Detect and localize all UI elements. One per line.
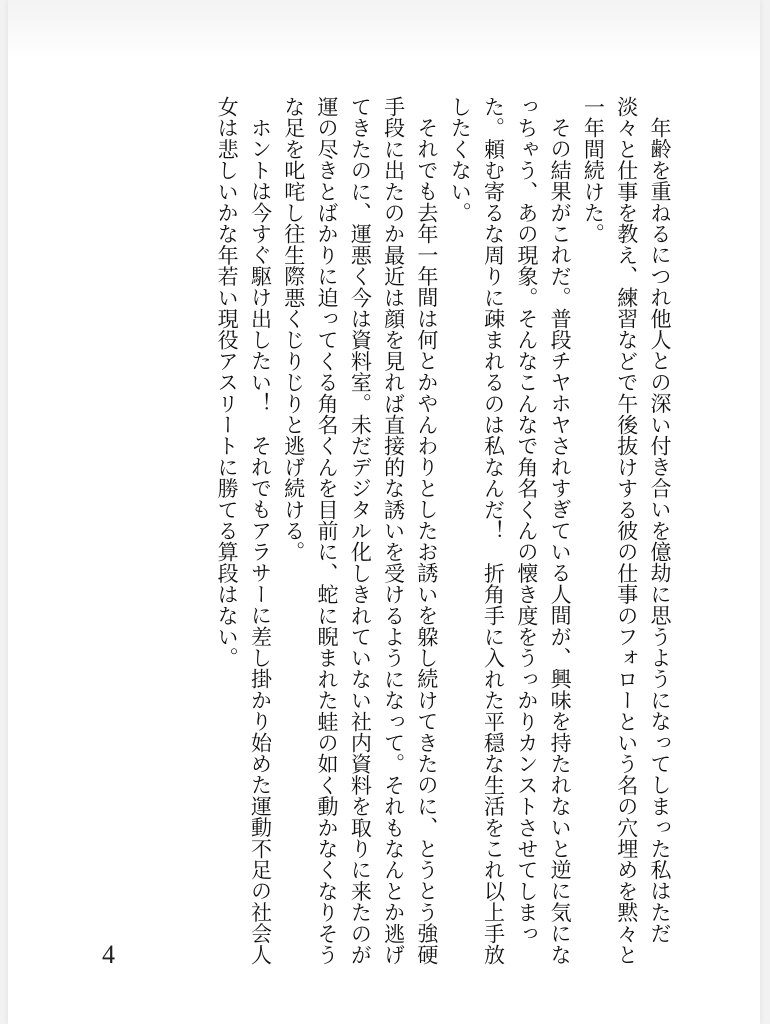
page-number: 4 [102,940,115,969]
paragraph-4: ホントは今すぐ駆け出したい！ それでもアラサーに差し掛かり始めた運動不足の社会人女は悲しいかな年若い現役アスリートに勝てる算段はない。 [215,96,273,965]
paragraph-2: その結果がこれだ。普段チヤホヤされすぎている人間が、興味を持たれないと逆に気になっちゃう、あの現象。そんなこんなで角名くんの懐き度をうっかりカンストさせてしまった。頼む寄るな周りに疎まれるのは私なんだ！ 折角手に入れた平穏な生活をこれ以上手放したくない。 [448,96,573,966]
paragraph-3: それでも去年一年間は何とかやんわりとしたお誘いを躱し続けてきたのに、とうとう強硬手段に出たのか最近は顔を見れば直接的な誘いを受けるようになって。それもなんとか逃げてきたのに、運悪く今は資料室。未だデジタル化しきれていない社内資料を取りに来たのが運の尽きとばかりに迫ってくる角名くんを目前に、蛇に睨まれた蛙の如く動かなくなりそうな足を叱咤し往生際悪くじりじりと逃げ続ける。 [281,96,439,966]
vertical-body-text [210,96,676,976]
page-top-shadow [8,0,760,60]
paragraph-1: 年齢を重ねるにつれ他人との深い付き合いを億劫に思うようになってしまった私はただ淡々と仕事を教え、練習などで午後抜けする彼の仕事のフォローという名の穴埋めを黙々と一年間続けた。 [581,96,672,966]
book-page [8,0,760,1024]
